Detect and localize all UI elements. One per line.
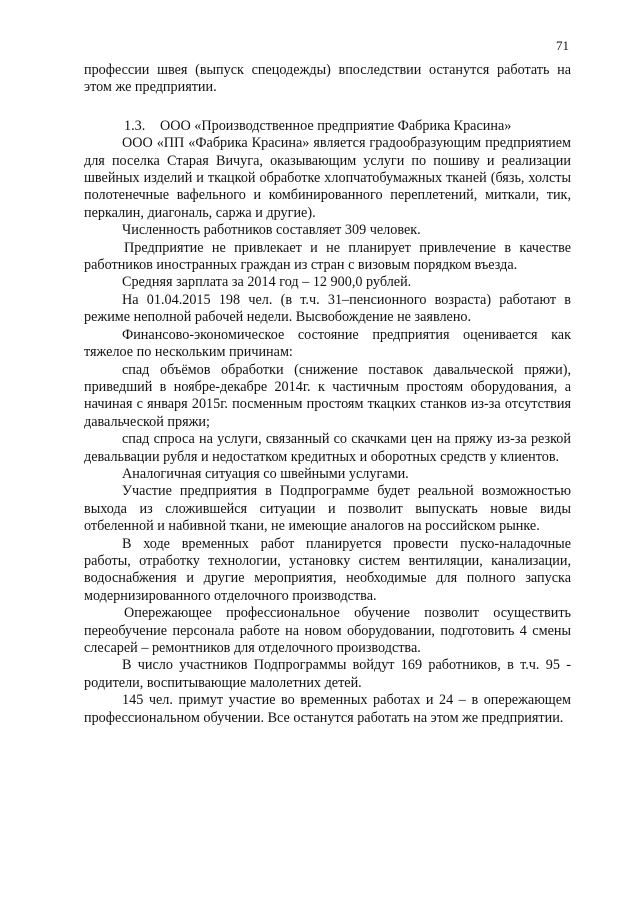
section-heading — [84, 118, 571, 135]
paragraph: спад объёмов обработки (снижение поставок давальческой пряжи), приведший в ноябре-декабре 2014г. к частичным простоям оборудования, а начиная с января 2015г. посменным простоям ткацких станков из-за отсутствия давальческой пряжи; — [84, 361, 571, 430]
paragraph: Численность работников составляет 309 человек. — [122, 222, 421, 239]
page-number: 71 — [556, 38, 569, 53]
paragraph: ООО «ПП «Фабрика Красина» является градообразующим предприятием для поселка Старая Вичуга, оказывающим услуги по пошиву и реализации швейных изделий и ткацкой обработке хлопчатобумажных тканей (бязь, холсты полотенечные вафельного и комбинированного переплетений, миткали, тик, перкалин, диагональ, саржа и другие). — [84, 135, 571, 221]
paragraph: В ходе временных работ планируется провести пуско-наладочные работы, отработку технологии, установку систем вентиляции, канализации, водоснабжения и другие мероприятия, необходимые для полного запуска модернизированного отделочного производства. — [84, 535, 571, 604]
paragraph: Финансово-экономическое состояние предприятия оценивается как тяжелое по нескольким причинам: — [84, 326, 571, 361]
paragraph: Аналогичная ситуация со швейными услугами. — [122, 465, 409, 482]
paragraph: профессии швея (выпуск спецодежды) впоследствии останутся работать на этом же предприятии. — [84, 62, 571, 96]
section-title: ООО «Производственное предприятие Фабрика Красина» — [160, 117, 512, 134]
paragraph: Средняя зарплата за 2014 год – 12 900,0 рублей. — [122, 274, 412, 291]
paragraph: Участие предприятия в Подпрограмме будет реальной возможностью выхода из сложившейся ситуации и позволит выпускать новые виды отбеленной и набивной ткани, не имеющие аналогов на российском рынке. — [84, 483, 571, 535]
document-body — [84, 62, 571, 727]
paragraph: На 01.04.2015 198 чел. (в т.ч. 31–пенсионного возраста) работают в режиме неполной рабочей недели. Высвобождение не заявлено. — [84, 291, 571, 326]
paragraph: Опережающее профессиональное обучение позволит осуществить переобучение персонала работе на новом оборудовании, подготовить 4 смены слесарей – ремонтников для отделочного производства. — [84, 605, 571, 656]
paragraph: В число участников Подпрограммы войдут 169 работников, в т.ч. 95 - родители, воспитывающие малолетних детей. — [84, 657, 571, 691]
section-number: 1.3. — [124, 117, 146, 134]
paragraph: 145 чел. примут участие во временных работах и 24 – в опережающем профессиональном обучении. Все останутся работать на этом же предприятии. — [84, 692, 571, 726]
spacer — [84, 97, 571, 118]
paragraph: спад спроса на услуги, связанный со скачками цен на пряжу из-за резкой девальвации рубля и недостатком кредитных и оборотных средств у клиентов. — [84, 431, 571, 465]
paragraph: Предприятие не привлекает и не планирует привлечение в качестве работников иностранных граждан из стран с визовым порядком въезда. — [84, 239, 571, 274]
